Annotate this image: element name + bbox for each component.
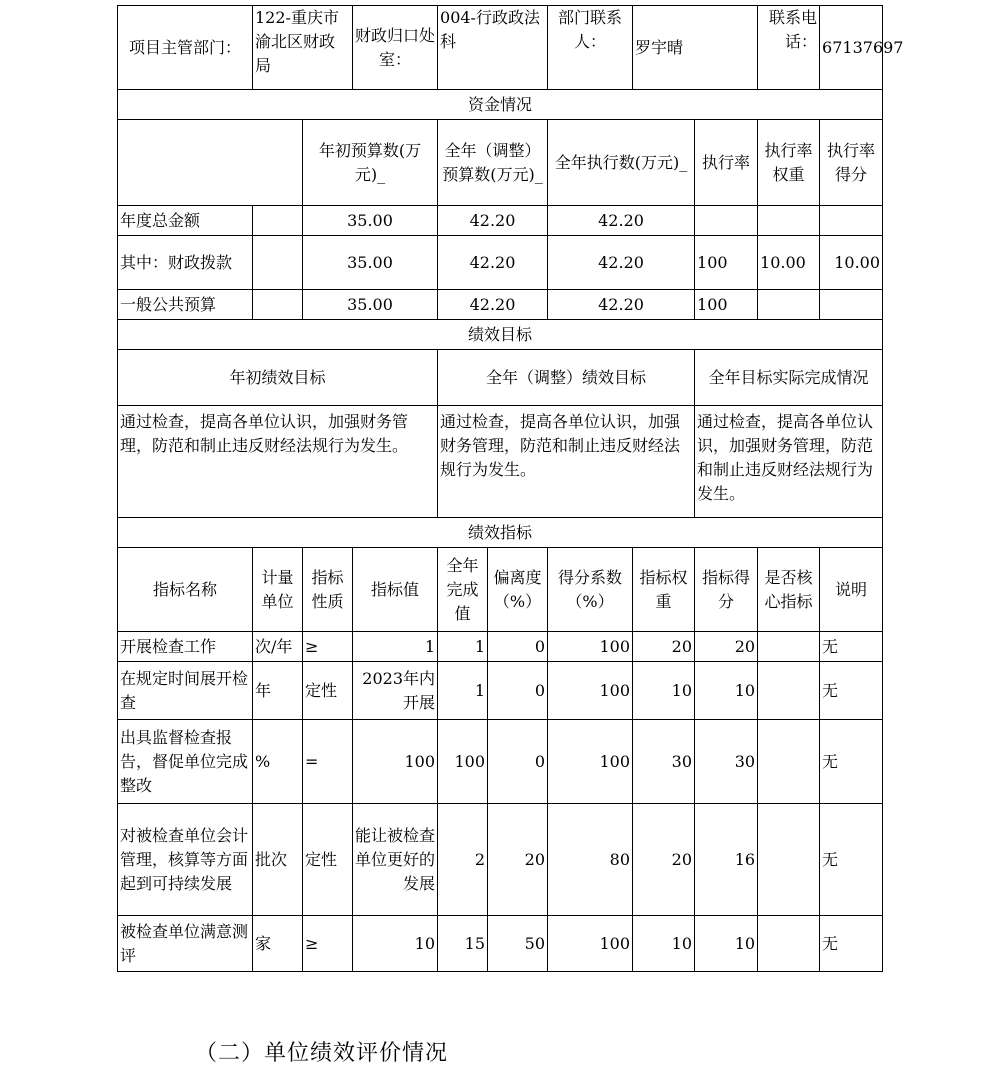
ind-note: 无 [820, 632, 883, 662]
goals-initial-text: 通过检查，提高各单位认识，加强财务管理，防范和制止违反财经法规行为发生。 [118, 406, 438, 518]
ind-weight: 30 [633, 720, 695, 804]
ind-unit: 年 [253, 662, 303, 720]
office-value: 004-行政政法科 [438, 6, 548, 90]
dept-value: 122-重庆市渝北区财政局 [253, 6, 353, 90]
ind-col-weight: 指标权重 [633, 548, 695, 632]
goals-section-title: 绩效目标 [118, 320, 883, 350]
ind-coef: 100 [548, 916, 633, 972]
ind-weight: 20 [633, 632, 695, 662]
ind-name: 被检查单位满意测评 [118, 916, 253, 972]
goals-col-initial: 年初绩效目标 [118, 350, 438, 406]
ind-col-note: 说明 [820, 548, 883, 632]
header-row [118, 6, 883, 90]
ind-nature: 定性 [303, 804, 353, 916]
ind-completed: 2 [438, 804, 488, 916]
funds-row [118, 236, 883, 290]
funds-row [118, 290, 883, 320]
funds-adjusted: 42.20 [438, 206, 548, 236]
funds-score [820, 206, 883, 236]
goals-adjusted-text: 通过检查，提高各单位认识，加强财务管理，防范和制止违反财经法规行为发生。 [438, 406, 695, 518]
funds-executed: 42.20 [548, 290, 695, 320]
ind-completed: 15 [438, 916, 488, 972]
goals-header-row [118, 350, 883, 406]
contact-value: 罗宇晴 [633, 6, 758, 90]
ind-score: 10 [695, 662, 758, 720]
ind-col-completed: 全年完成值 [438, 548, 488, 632]
phone-label: 联系电话： [758, 6, 820, 90]
ind-col-name: 指标名称 [118, 548, 253, 632]
ind-col-deviation: 偏离度（%） [488, 548, 548, 632]
ind-value: 1 [353, 632, 438, 662]
goals-col-adjusted: 全年（调整）绩效目标 [438, 350, 695, 406]
funds-rate [695, 206, 758, 236]
ind-score: 30 [695, 720, 758, 804]
ind-unit: % [253, 720, 303, 804]
ind-deviation: 0 [488, 720, 548, 804]
funds-score: 10.00 [820, 236, 883, 290]
ind-value: 能让被检查单位更好的发展 [353, 804, 438, 916]
ind-core [758, 804, 820, 916]
ind-completed: 100 [438, 720, 488, 804]
office-label: 财政归口处室： [353, 6, 438, 90]
ind-col-score: 指标得分 [695, 548, 758, 632]
funds-row-label: 其中：财政拨款 [118, 236, 253, 290]
ind-deviation: 0 [488, 632, 548, 662]
funds-row-label: 一般公共预算 [118, 290, 253, 320]
ind-note: 无 [820, 720, 883, 804]
funds-rate: 100 [695, 290, 758, 320]
ind-note: 无 [820, 662, 883, 720]
ind-col-unit: 计量单位 [253, 548, 303, 632]
ind-col-value: 指标值 [353, 548, 438, 632]
section-subheading: （二）单位绩效评价情况 [195, 1041, 449, 1066]
goals-actual-text: 通过检查，提高各单位认识，加强财务管理，防范和制止违反财经法规行为发生。 [695, 406, 883, 518]
ind-col-core: 是否核心指标 [758, 548, 820, 632]
funds-row-label: 年度总金额 [118, 206, 253, 236]
funds-initial: 35.00 [303, 206, 438, 236]
ind-completed: 1 [438, 632, 488, 662]
indicator-row [118, 720, 883, 804]
funds-initial: 35.00 [303, 236, 438, 290]
ind-coef: 100 [548, 720, 633, 804]
ind-nature: ≥ [303, 632, 353, 662]
funds-executed: 42.20 [548, 236, 695, 290]
ind-nature: 定性 [303, 662, 353, 720]
goals-text-row [118, 406, 883, 518]
phone-value: 67137697 [820, 6, 883, 90]
ind-note: 无 [820, 916, 883, 972]
ind-coef: 100 [548, 662, 633, 720]
performance-table [117, 5, 904, 972]
ind-core [758, 632, 820, 662]
ind-core [758, 916, 820, 972]
ind-score: 16 [695, 804, 758, 916]
indicators-header-row [118, 548, 883, 632]
goals-col-actual: 全年目标实际完成情况 [695, 350, 883, 406]
ind-note: 无 [820, 804, 883, 916]
contact-label: 部门联系人： [548, 6, 633, 90]
funds-row [118, 206, 883, 236]
funds-col-adjusted: 全年（调整）预算数(万元)_ [438, 120, 548, 206]
ind-completed: 1 [438, 662, 488, 720]
ind-deviation: 50 [488, 916, 548, 972]
ind-core [758, 662, 820, 720]
funds-weight: 10.00 [758, 236, 820, 290]
ind-score: 20 [695, 632, 758, 662]
ind-nature: = [303, 720, 353, 804]
ind-unit: 批次 [253, 804, 303, 916]
funds-executed: 42.20 [548, 206, 695, 236]
indicator-row [118, 916, 883, 972]
indicator-row [118, 662, 883, 720]
funds-weight [758, 290, 820, 320]
funds-adjusted: 42.20 [438, 290, 548, 320]
ind-unit: 次/年 [253, 632, 303, 662]
funds-adjusted: 42.20 [438, 236, 548, 290]
indicators-section-title: 绩效指标 [118, 518, 883, 548]
ind-name: 开展检查工作 [118, 632, 253, 662]
funds-initial: 35.00 [303, 290, 438, 320]
funds-score [820, 290, 883, 320]
ind-weight: 20 [633, 804, 695, 916]
indicator-row [118, 804, 883, 916]
indicator-row [118, 632, 883, 662]
ind-coef: 80 [548, 804, 633, 916]
ind-nature: ≥ [303, 916, 353, 972]
ind-deviation: 20 [488, 804, 548, 916]
funds-weight [758, 206, 820, 236]
ind-core [758, 720, 820, 804]
ind-value: 2023年内开展 [353, 662, 438, 720]
ind-name: 出具监督检查报告，督促单位完成整改 [118, 720, 253, 804]
ind-value: 10 [353, 916, 438, 972]
ind-score: 10 [695, 916, 758, 972]
funds-section-title: 资金情况 [118, 90, 883, 120]
funds-col-executed: 全年执行数(万元)_ [548, 120, 695, 206]
ind-name: 在规定时间展开检查 [118, 662, 253, 720]
ind-name: 对被检查单位会计管理，核算等方面起到可持续发展 [118, 804, 253, 916]
funds-rate: 100 [695, 236, 758, 290]
ind-col-coef: 得分系数（%） [548, 548, 633, 632]
ind-weight: 10 [633, 916, 695, 972]
ind-coef: 100 [548, 632, 633, 662]
ind-deviation: 0 [488, 662, 548, 720]
funds-col-score: 执行率得分 [820, 120, 883, 206]
ind-weight: 10 [633, 662, 695, 720]
dept-label: 项目主管部门： [118, 6, 253, 90]
funds-col-weight: 执行率权重 [758, 120, 820, 206]
ind-value: 100 [353, 720, 438, 804]
funds-col-rate: 执行率 [695, 120, 758, 206]
funds-header-row [118, 120, 883, 206]
ind-unit: 家 [253, 916, 303, 972]
ind-col-nature: 指标性质 [303, 548, 353, 632]
funds-col-initial: 年初预算数(万元)_ [303, 120, 438, 206]
